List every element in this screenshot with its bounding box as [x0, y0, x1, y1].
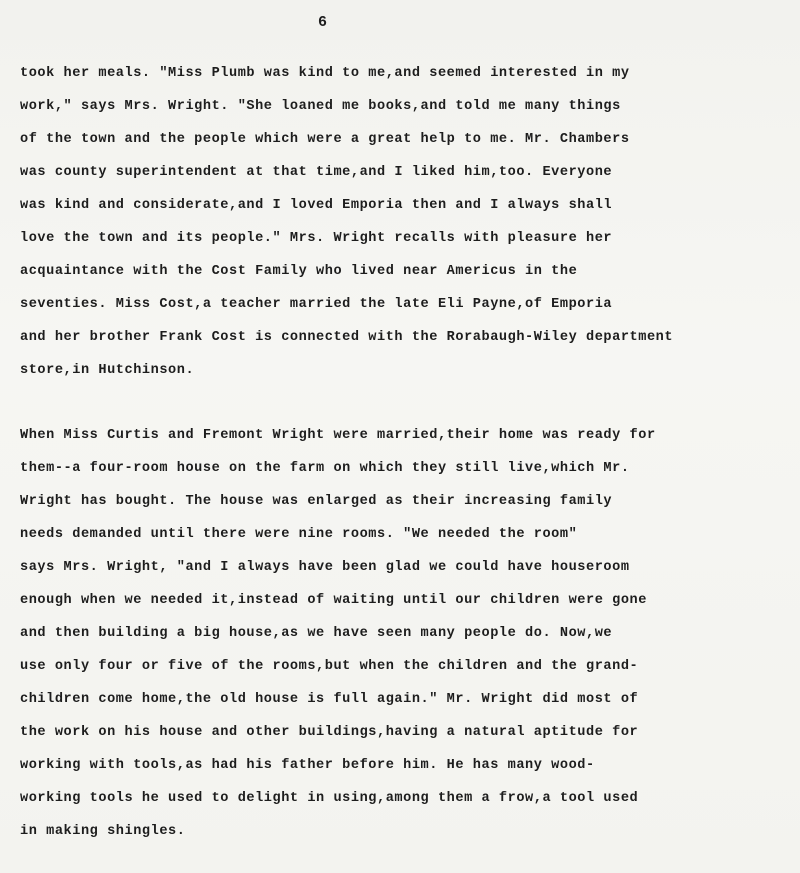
text-line: working tools he used to delight in using,among them a frow,a tool used	[20, 791, 639, 806]
text-line: in making shingles.	[20, 824, 186, 839]
text-line: was county superintendent at that time,and I liked him,too. Everyone	[20, 165, 613, 180]
page-number: 6	[318, 14, 328, 31]
text-line: the work on his house and other buildings,having a natural aptitude for	[20, 725, 639, 740]
text-line: store,in Hutchinson.	[20, 363, 195, 378]
text-line: was kind and considerate,and I loved Emporia then and I always shall	[20, 198, 613, 213]
text-line: work," says Mrs. Wright. "She loaned me books,and told me many things	[20, 99, 621, 114]
text-line: and then building a big house,as we have seen many people do. Now,we	[20, 626, 613, 641]
text-line: Wright has bought. The house was enlarged as their increasing family	[20, 494, 613, 509]
text-line: When Miss Curtis and Fremont Wright were married,their home was ready for	[20, 428, 656, 443]
text-line: and her brother Frank Cost is connected with the Rorabaugh-Wiley department	[20, 330, 674, 345]
text-line: acquaintance with the Cost Family who lived near Americus in the	[20, 264, 578, 279]
text-line: took her meals. "Miss Plumb was kind to me,and seemed interested in my	[20, 66, 630, 81]
text-line: says Mrs. Wright, "and I always have been glad we could have houseroom	[20, 560, 630, 575]
text-line: working with tools,as had his father before him. He has many wood-	[20, 758, 595, 773]
paragraph	[20, 419, 656, 848]
paragraph	[20, 57, 673, 387]
text-line: of the town and the people which were a great help to me. Mr. Chambers	[20, 132, 630, 147]
text-line: them--a four-room house on the farm on which they still live,which Mr.	[20, 461, 630, 476]
text-line: needs demanded until there were nine rooms. "We needed the room"	[20, 527, 578, 542]
text-line: love the town and its people." Mrs. Wright recalls with pleasure her	[20, 231, 613, 246]
text-line: seventies. Miss Cost,a teacher married the late Eli Payne,of Emporia	[20, 297, 613, 312]
text-line: use only four or five of the rooms,but when the children and the grand-	[20, 659, 639, 674]
text-line: enough when we needed it,instead of waiting until our children were gone	[20, 593, 647, 608]
text-line: children come home,the old house is full again." Mr. Wright did most of	[20, 692, 639, 707]
